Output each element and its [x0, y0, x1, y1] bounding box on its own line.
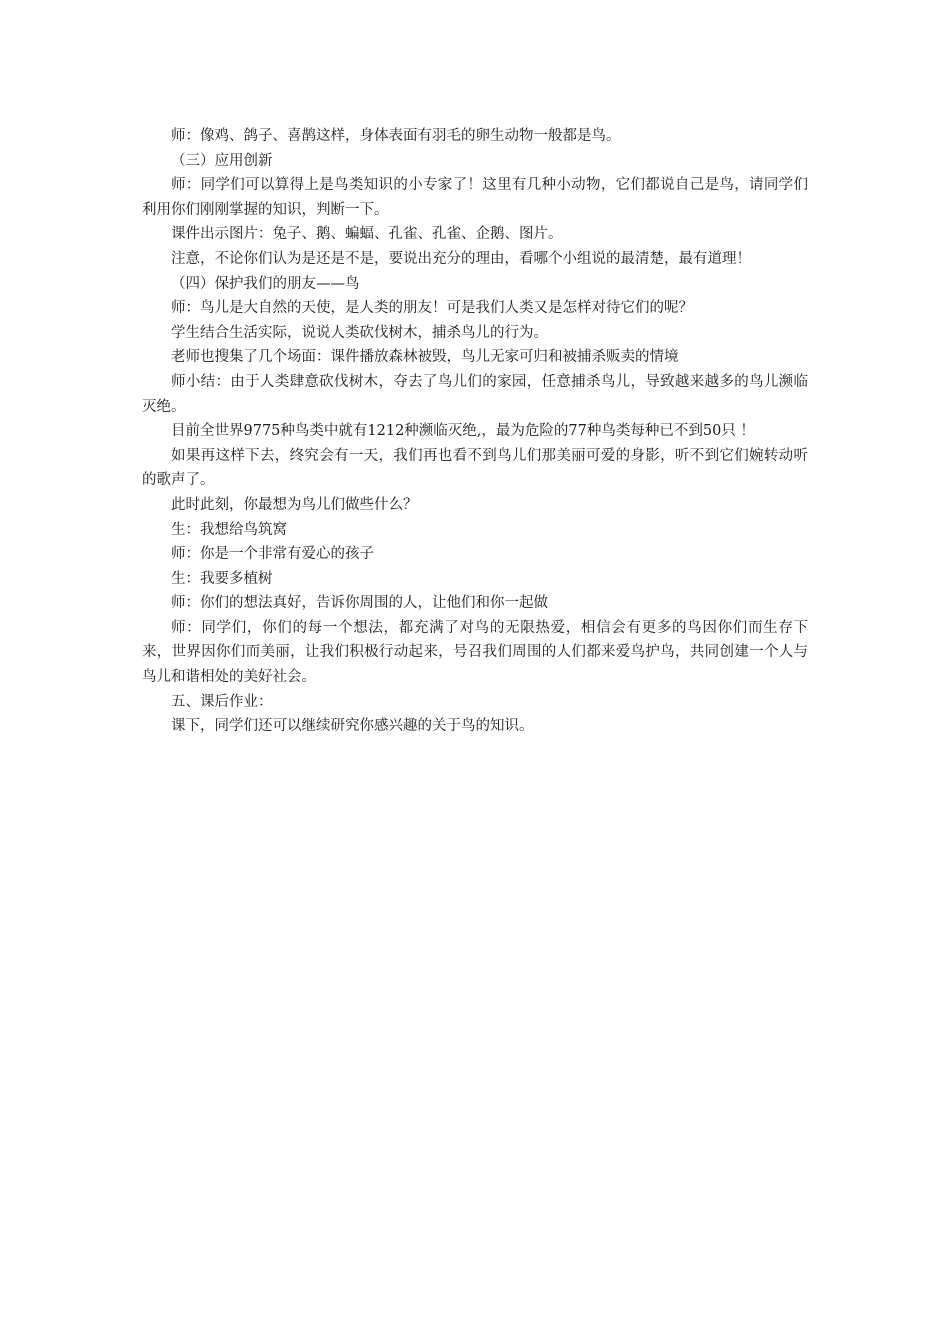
paragraph: 师小结：由于人类肆意砍伐树木，夺去了鸟儿们的家园，任意捕杀鸟儿，导致越来越多的鸟儿濒临灭绝。 [142, 373, 808, 415]
paragraph: 师：同学们可以算得上是鸟类知识的小专家了！这里有几种小动物，它们都说自己是鸟，请同学们利用你们刚刚掌握的知识，判断一下。 [142, 177, 808, 218]
section-heading: （四）保护我们的朋友——鸟 [171, 275, 360, 292]
paragraph: 师：你是一个非常有爱心的孩子 [171, 546, 374, 563]
paragraph: 生：我要多植树 [171, 570, 273, 587]
section-heading: 五、课后作业： [171, 693, 273, 710]
paragraph: 师：你们的想法真好，告诉你周围的人，让他们和你一起做 [171, 595, 548, 612]
paragraph: 注意，不论你们认为是还是不是，要说出充分的理由，看哪个小组说的最清楚，最有道理！ [171, 250, 751, 267]
paragraph: 生：我想给鸟筑窝 [171, 521, 287, 538]
paragraph: 此时此刻，你最想为鸟儿们做些什么？ [171, 496, 418, 513]
paragraph: 师：像鸡、鸽子、喜鹊这样，身体表面有羽毛的卵生动物一般都是鸟。 [171, 128, 621, 144]
paragraph: 目前全世界9775种鸟类中就有1212种濒临灭绝,，最为危险的77种鸟类每种已不到50只 ！ [171, 423, 755, 440]
paragraph: 如果再这样下去，终究会有一天，我们再也看不到鸟儿们那美丽可爱的身影，听不到它们婉转动听的歌声了。 [142, 447, 808, 489]
paragraph: 学生结合生活实际，说说人类砍伐树木，捕杀鸟儿的行为。 [171, 324, 548, 341]
paragraph: 课下，同学们还可以继续研究你感兴趣的关于鸟的知识。 [171, 718, 534, 735]
section-heading: （三）应用创新 [171, 152, 273, 169]
paragraph: 师：鸟儿是大自然的天使，是人类的朋友！可是我们人类又是怎样对待它们的呢？ [171, 300, 693, 317]
paragraph: 老师也搜集了几个场面：课件播放森林被毁，鸟儿无家可归和被捕杀贩卖的情境 [171, 349, 679, 366]
paragraph: 课件出示图片：兔子、鹅、蝙蝠、孔雀、孔雀、企鹅、图片。 [171, 226, 563, 243]
paragraph: 师：同学们，你们的每一个想法，都充满了对鸟的无限热爱，相信会有更多的鸟因你们而生存下来，世界因你们而美丽，让我们积极行动起来，号召我们周围的人们都来爱鸟护鸟，共同创建一个人与鸟儿和谐相处的美好社会。 [142, 619, 808, 686]
document-body [142, 124, 808, 739]
